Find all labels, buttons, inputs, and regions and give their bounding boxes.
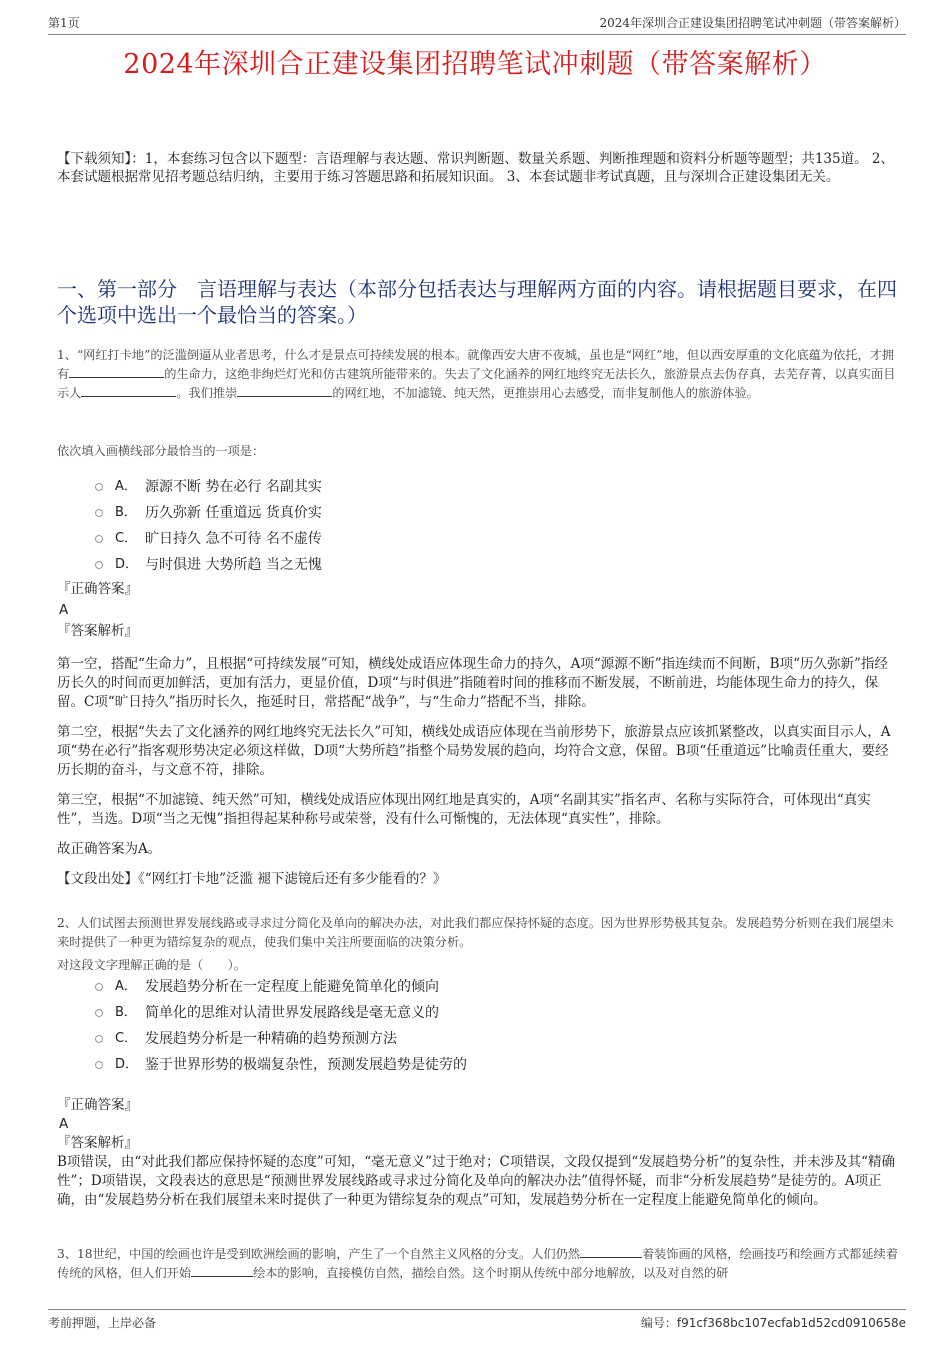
option-d[interactable] (95, 552, 322, 578)
radio-icon[interactable] (95, 983, 103, 991)
document-code (641, 1314, 906, 1331)
option-letter: C． (115, 1031, 138, 1046)
analysis-label: 『答案解析』 (57, 1135, 138, 1151)
option-letter: D． (115, 1057, 139, 1072)
question-2-prompt: 对这段文字理解正确的是（ ）。 (57, 958, 246, 972)
radio-icon[interactable] (95, 1061, 103, 1069)
footer-slogan: 考前押题，上岸必备 (48, 1316, 157, 1330)
q3-text-part-1: 3、18世纪，中国的绘画也许是受到欧洲绘画的影响，产生了一个自然主义风格的分支。人们仍然 (57, 1247, 580, 1261)
code-value: f91cf368bc107ecfab1d52cd0910658e (676, 1316, 906, 1330)
option-letter: B． (115, 1005, 137, 1020)
page-number: 第1页 (48, 16, 80, 30)
option-text: 发展趋势分析在一定程度上能避免简单化的倾向 (145, 979, 439, 995)
fill-blank-2 (191, 1265, 253, 1277)
page-footer (48, 1309, 906, 1334)
radio-icon[interactable] (95, 509, 103, 517)
question-2-text: 2、人们试图去预测世界发展线路或寻求过分简化及单向的解决办法，对此我们都应保持怀疑的态度。因为世界形势极其复杂。发展趋势分析则在我们展望未来时提供了一种更为错综复杂的观点，使我们集中关注所要面临的决策分析。 (57, 916, 894, 949)
q1-text-part-1: 1、“网红打卡地”的泛滥倒逼从业者思考，什么才是景点可持续发展的根本。就像西安大唐不夜城，虽也是“网红”地，但以西安厚重的文化底蕴为依托，才拥有 (57, 348, 895, 381)
header-doc-title: 2024年深圳合正建设集团招聘笔试冲刺题（带答案解析） (599, 16, 906, 30)
option-text: 与时俱进 大势所趋 当之无愧 (145, 557, 322, 573)
download-notice: 【下载须知】：1，本套练习包含以下题型：言语理解与表达题、常识判断题、数量关系题、判断推理题和资料分析题等题型；共135道。 2、本套试题根据常见招考题总结归纳，主要用于练习答题思路和拓展知识面。 3、本套试题非考试真题，且与深圳合正建设集团无关。 (57, 151, 894, 185)
radio-icon[interactable] (95, 1009, 103, 1017)
source-citation: 【文段出处】《“网红打卡地”泛滥 褪下滤镜后还有多少能看的？》 (57, 871, 447, 887)
option-c[interactable] (95, 1026, 467, 1052)
code-label: 编号： (640, 1316, 677, 1330)
option-c[interactable] (95, 526, 322, 552)
option-a[interactable] (95, 974, 467, 1000)
q3-text-part-2: 着装饰画的风格，绘画技巧和绘画方式都延续着传统的风格，但人们开始 (57, 1247, 898, 1280)
radio-icon[interactable] (95, 561, 103, 569)
question-1-prompt: 依次填入画横线部分最恰当的一项是： (57, 444, 265, 458)
fill-blank-2 (81, 385, 176, 397)
option-b[interactable] (95, 1000, 467, 1026)
answer-label: 『正确答案』 (57, 581, 138, 597)
q1-text-part-3: 。我们推崇 (176, 386, 238, 400)
page-header (48, 12, 906, 35)
question-2-options (95, 974, 467, 1078)
q3-text-part-3: 绘本的影响，直接模仿自然，描绘自然。这个时期从传统中部分地解放，以及对自然的研 (253, 1266, 729, 1280)
answer-label: 『正确答案』 (57, 1097, 138, 1113)
option-a[interactable] (95, 474, 322, 500)
analysis-label: 『答案解析』 (57, 623, 138, 639)
question-2-answer-block (57, 1096, 898, 1210)
option-letter: B． (115, 505, 137, 520)
question-1-options (95, 474, 322, 578)
option-text: 发展趋势分析是一种精确的趋势预测方法 (145, 1031, 397, 1047)
section-heading: 一、第一部分 言语理解与表达（本部分包括表达与理解两方面的内容。请根据题目要求，在四个选项中选出一个最恰当的答案。） (57, 277, 897, 327)
option-b[interactable] (95, 500, 322, 526)
fill-blank-3 (237, 385, 332, 397)
option-letter: A． (115, 979, 137, 994)
answer-value: A (59, 602, 69, 618)
option-letter: D． (115, 557, 139, 572)
option-d[interactable] (95, 1052, 467, 1078)
option-text: 鉴于世界形势的极端复杂性，预测发展趋势是徒劳的 (145, 1057, 467, 1073)
question-1-answer-block (57, 580, 898, 900)
radio-icon[interactable] (95, 1035, 103, 1043)
option-text: 简单化的思维对认清世界发展路线是毫无意义的 (145, 1005, 439, 1021)
option-letter: C． (115, 531, 138, 546)
option-text: 历久弥新 任重道远 货真价实 (145, 505, 322, 521)
q1-text-part-4: 的网红地，不加滤镜、纯天然，更推崇用心去感受，而非复制他人的旅游体验。 (332, 386, 759, 400)
option-text: 旷日持久 急不可待 名不虚传 (145, 531, 322, 547)
analysis-conclusion: 故正确答案为A。 (57, 841, 162, 857)
fill-blank-1 (69, 366, 164, 378)
analysis-paragraph: B项错误，由“对此我们都应保持怀疑的态度”可知，“毫无意义”过于绝对；C项错误，文段仅提到“发展趋势分析”的复杂性，并未涉及其“精确性”；D项错误，文段表达的意思是“预测世界发展线路或寻求过分简化及单向的解决办法”值得怀疑，而非“分析发展趋势”是徒劳的。A项正确，由“发展趋势分析在我们展望未来时提供了一种更为错综复杂的观点”可知，发展趋势分析在一定程度上能避免简单化的倾向。 (57, 1154, 896, 1208)
analysis-paragraph: 第一空，搭配“生命力”，且根据“可持续发展”可知，横线处成语应体现生命力的持久，A项“源源不断”指连续而不间断，B项“历久弥新”指经历长久的时间而更加鲜活，更加有活力，更显价值，D项“与时俱进”指随着时间的推移而不断发展，不断前进，均能体现生命力的持久，保留。C项“旷日持久”指历时长久，拖延时日，常搭配“战争”，与“生命力”搭配不当，排除。 (57, 656, 888, 710)
radio-icon[interactable] (95, 483, 103, 491)
question-3-text (57, 1245, 898, 1283)
fill-blank-1 (580, 1246, 642, 1258)
page-title: 2024年深圳合正建设集团招聘笔试冲刺题（带答案解析） (123, 49, 827, 80)
analysis-paragraph: 第二空，根据“失去了文化涵养的网红地终究无法长久”可知，横线处成语应体现在当前形势下，旅游景点应该抓紧整改，以真实面目示人，A项“势在必行”指客观形势决定必须这样做，D项“大势所趋”指整个局势发展的趋向，均符合文意，保留。B项“任重道远”比喻责任重大，要经历长期的奋斗，与文意不符，排除。 (57, 724, 891, 778)
option-text: 源源不断 势在必行 名副其实 (145, 479, 322, 495)
q1-text-part-2: 的生命力，这绝非绚烂灯光和仿古建筑所能带来的。失去了文化涵养的网红地终究无法长久，旅游景点去伪存真，去芜存菁，以真实面目示人 (57, 367, 896, 400)
radio-icon[interactable] (95, 535, 103, 543)
answer-value: A (59, 1116, 69, 1132)
option-letter: A． (115, 479, 137, 494)
analysis-paragraph: 第三空，根据“不加滤镜、纯天然”可知，横线处成语应体现出网红地是真实的，A项“名副其实”指名声、名称与实际符合，可体现出“真实性”，当选。D项“当之无愧”指担得起某种称号或荣誉，没有什么可惭愧的，无法体现“真实性”，排除。 (57, 792, 871, 827)
question-1-text (57, 346, 898, 403)
